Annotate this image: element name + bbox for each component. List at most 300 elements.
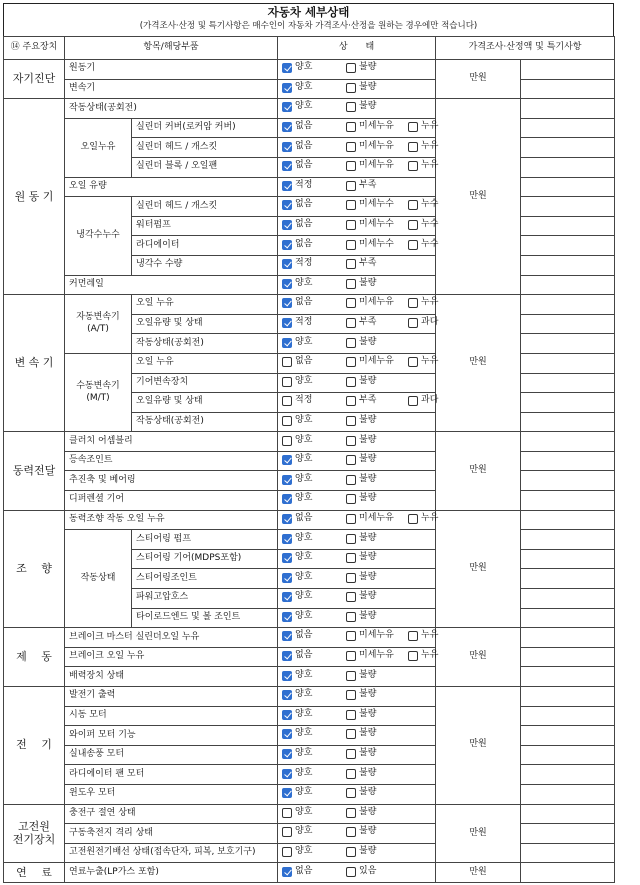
state-option[interactable] <box>282 396 346 407</box>
checkbox[interactable] <box>282 729 292 739</box>
state-option[interactable] <box>346 122 408 133</box>
item-label: 스티어링 펌프 <box>132 530 278 550</box>
state-option[interactable] <box>282 102 346 113</box>
checkbox[interactable] <box>346 534 356 544</box>
note-cell[interactable] <box>521 255 615 275</box>
note-cell[interactable] <box>521 353 615 373</box>
state-option[interactable] <box>282 338 346 349</box>
checkbox[interactable] <box>282 455 292 465</box>
state-option[interactable] <box>282 827 346 838</box>
checkbox[interactable] <box>282 220 292 230</box>
option-label: 불량 <box>359 571 377 582</box>
checkbox[interactable] <box>346 122 356 132</box>
checkbox[interactable] <box>346 436 356 446</box>
option-label: 양호 <box>295 708 313 719</box>
checkbox[interactable] <box>346 729 356 739</box>
checkbox[interactable] <box>282 710 292 720</box>
state-option[interactable] <box>346 514 408 525</box>
state-option[interactable] <box>282 122 346 133</box>
checkbox[interactable] <box>282 142 292 152</box>
state-option[interactable] <box>408 240 470 251</box>
checkbox[interactable] <box>346 514 356 524</box>
state-option[interactable] <box>408 514 470 525</box>
checkbox[interactable] <box>346 769 356 779</box>
option-label: 누유 <box>421 650 439 661</box>
note-cell[interactable] <box>521 295 615 315</box>
note-cell[interactable] <box>521 177 615 197</box>
checkbox[interactable] <box>346 298 356 308</box>
checkbox[interactable] <box>282 494 292 504</box>
state-option[interactable] <box>346 612 408 623</box>
checkbox[interactable] <box>346 847 356 857</box>
note-cell[interactable] <box>521 608 615 628</box>
state-option[interactable] <box>408 651 470 662</box>
checkbox[interactable] <box>346 279 356 289</box>
state-option[interactable] <box>282 514 346 525</box>
state-option[interactable] <box>282 749 346 760</box>
state-option[interactable] <box>282 847 346 858</box>
note-cell[interactable] <box>521 647 615 667</box>
state-option[interactable] <box>408 122 470 133</box>
table-row <box>4 628 615 648</box>
state-option[interactable] <box>346 318 408 329</box>
option-label: 누수 <box>421 238 439 249</box>
state-option[interactable] <box>346 455 408 466</box>
checkbox[interactable] <box>346 827 356 837</box>
checkbox[interactable] <box>346 220 356 230</box>
state-option[interactable] <box>282 671 346 682</box>
checkbox[interactable] <box>346 338 356 348</box>
state-option[interactable] <box>282 592 346 603</box>
state-option[interactable] <box>346 631 408 642</box>
table-row <box>4 275 615 295</box>
note-cell[interactable] <box>521 804 615 824</box>
section-label: 고전원 전기장치 <box>4 804 65 863</box>
state-option[interactable] <box>282 377 346 388</box>
state-option[interactable] <box>282 298 346 309</box>
checkbox[interactable] <box>346 63 356 73</box>
note-cell[interactable] <box>521 138 615 158</box>
checkbox[interactable] <box>346 83 356 93</box>
note-cell[interactable] <box>521 334 615 354</box>
option-label: 미세누유 <box>359 630 394 641</box>
note-cell[interactable] <box>521 275 615 295</box>
state-option[interactable] <box>282 63 346 74</box>
state-option[interactable] <box>346 200 408 211</box>
checkbox[interactable] <box>282 161 292 171</box>
checkbox[interactable] <box>282 553 292 563</box>
checkbox[interactable] <box>346 161 356 171</box>
state-option[interactable] <box>282 788 346 799</box>
state-cell <box>278 804 436 824</box>
item-label: 연료누출(LP가스 포함) <box>65 863 278 883</box>
state-option[interactable] <box>346 377 408 388</box>
state-option[interactable] <box>282 357 346 368</box>
state-option[interactable] <box>346 573 408 584</box>
checkbox[interactable] <box>346 631 356 641</box>
checkbox[interactable] <box>282 436 292 446</box>
option-label: 적정 <box>295 317 313 328</box>
state-cell <box>278 177 436 197</box>
checkbox[interactable] <box>408 357 418 367</box>
state-option[interactable] <box>282 534 346 545</box>
checkbox[interactable] <box>282 318 292 328</box>
checkbox[interactable] <box>282 338 292 348</box>
checkbox[interactable] <box>282 827 292 837</box>
state-cell <box>278 647 439 667</box>
price-unit: 만원 <box>436 628 521 687</box>
state-option[interactable] <box>282 553 346 564</box>
checkbox[interactable] <box>282 592 292 602</box>
state-option[interactable] <box>408 396 470 407</box>
option-label: 불량 <box>359 336 377 347</box>
state-option[interactable] <box>282 83 346 94</box>
checkbox[interactable] <box>282 181 292 191</box>
state-option[interactable] <box>346 710 408 721</box>
option-label: 없음 <box>295 512 313 523</box>
checkbox[interactable] <box>408 240 418 250</box>
checkbox[interactable] <box>408 142 418 152</box>
state-option[interactable] <box>346 220 408 231</box>
checkbox[interactable] <box>282 240 292 250</box>
checkbox[interactable] <box>282 102 292 112</box>
checkbox[interactable] <box>346 396 356 406</box>
option-label: 미세누수 <box>359 219 394 230</box>
state-option[interactable] <box>346 416 408 427</box>
checkbox[interactable] <box>408 318 418 328</box>
note-cell[interactable] <box>521 745 615 765</box>
price-unit: 만원 <box>436 510 521 628</box>
item-label: 실내송풍 모터 <box>65 745 278 765</box>
state-option[interactable] <box>282 631 346 642</box>
state-cell <box>278 863 436 883</box>
checkbox[interactable] <box>346 671 356 681</box>
table-row <box>4 745 615 765</box>
option-label: 없음 <box>295 160 313 171</box>
checkbox[interactable] <box>346 494 356 504</box>
checkbox[interactable] <box>282 259 292 269</box>
note-cell[interactable] <box>521 197 615 217</box>
state-option[interactable] <box>408 142 470 153</box>
option-label: 양호 <box>295 689 313 700</box>
state-option[interactable] <box>282 690 346 701</box>
checkbox[interactable] <box>282 631 292 641</box>
checkbox[interactable] <box>282 377 292 387</box>
note-cell[interactable] <box>521 79 615 99</box>
state-option[interactable] <box>346 671 408 682</box>
state-cell <box>278 784 436 804</box>
state-cell <box>278 471 436 491</box>
checkbox[interactable] <box>408 651 418 661</box>
state-option[interactable] <box>408 357 470 368</box>
checkbox[interactable] <box>282 63 292 73</box>
option-label: 누유 <box>421 356 439 367</box>
state-option[interactable] <box>408 220 470 231</box>
option-label: 불량 <box>359 728 377 739</box>
note-cell[interactable] <box>521 314 615 334</box>
checkbox[interactable] <box>408 631 418 641</box>
checkbox[interactable] <box>282 867 292 877</box>
checkbox[interactable] <box>346 710 356 720</box>
note-cell[interactable] <box>521 393 615 413</box>
checkbox[interactable] <box>282 690 292 700</box>
state-option[interactable] <box>282 279 346 290</box>
state-option[interactable] <box>346 847 408 858</box>
state-option[interactable] <box>408 318 470 329</box>
option-label: 불량 <box>359 62 377 73</box>
checkbox[interactable] <box>282 416 292 426</box>
note-cell[interactable] <box>521 765 615 785</box>
state-option[interactable] <box>346 475 408 486</box>
option-label: 양호 <box>295 571 313 582</box>
checkbox[interactable] <box>346 690 356 700</box>
state-option[interactable] <box>282 142 346 153</box>
note-cell[interactable] <box>521 706 615 726</box>
checkbox[interactable] <box>346 416 356 426</box>
state-option[interactable] <box>346 161 408 172</box>
note-cell[interactable] <box>521 667 615 687</box>
state-option[interactable] <box>282 259 346 270</box>
checkbox[interactable] <box>282 279 292 289</box>
checkbox[interactable] <box>282 651 292 661</box>
state-cell <box>278 843 436 863</box>
state-option[interactable] <box>282 240 346 251</box>
checkbox[interactable] <box>408 200 418 210</box>
note-cell[interactable] <box>521 60 615 80</box>
state-option[interactable] <box>282 710 346 721</box>
option-label: 누수 <box>421 219 439 230</box>
checkbox[interactable] <box>346 357 356 367</box>
checkbox[interactable] <box>408 161 418 171</box>
checkbox[interactable] <box>282 671 292 681</box>
state-option[interactable] <box>346 240 408 251</box>
state-option[interactable] <box>282 475 346 486</box>
note-cell[interactable] <box>521 157 615 177</box>
checkbox[interactable] <box>346 377 356 387</box>
state-option[interactable] <box>346 338 408 349</box>
option-label: 양호 <box>295 806 313 817</box>
state-option[interactable] <box>346 83 408 94</box>
checkbox[interactable] <box>408 298 418 308</box>
note-cell[interactable] <box>521 726 615 746</box>
state-option[interactable] <box>282 220 346 231</box>
state-option[interactable] <box>346 553 408 564</box>
state-option[interactable] <box>346 181 408 192</box>
state-option[interactable] <box>346 436 408 447</box>
checkbox[interactable] <box>346 102 356 112</box>
checkbox[interactable] <box>346 240 356 250</box>
state-option[interactable] <box>282 416 346 427</box>
state-option[interactable] <box>346 592 408 603</box>
checkbox[interactable] <box>282 612 292 622</box>
option-label: 없음 <box>295 356 313 367</box>
state-option[interactable] <box>346 808 408 819</box>
note-cell[interactable] <box>521 530 615 550</box>
table-row <box>4 79 615 99</box>
state-option[interactable] <box>282 867 346 878</box>
option-label: 없음 <box>295 219 313 230</box>
checkbox[interactable] <box>346 200 356 210</box>
state-option[interactable] <box>408 631 470 642</box>
note-cell[interactable] <box>521 569 615 589</box>
section-label: 동력전달 <box>4 432 65 510</box>
note-cell[interactable] <box>521 843 615 863</box>
state-option[interactable] <box>346 749 408 760</box>
note-cell[interactable] <box>521 589 615 609</box>
option-label: 불량 <box>359 806 377 817</box>
state-option[interactable] <box>282 318 346 329</box>
state-option[interactable] <box>346 651 408 662</box>
checkbox[interactable] <box>346 612 356 622</box>
state-option[interactable] <box>282 181 346 192</box>
note-cell[interactable] <box>521 432 615 452</box>
checkbox[interactable] <box>282 396 292 406</box>
option-label: 없음 <box>295 199 313 210</box>
state-option[interactable] <box>346 259 408 270</box>
option-label: 적정 <box>295 395 313 406</box>
checkbox[interactable] <box>346 181 356 191</box>
option-label: 부족 <box>359 395 377 406</box>
state-option[interactable] <box>346 494 408 505</box>
checkbox[interactable] <box>346 475 356 485</box>
state-option[interactable] <box>346 298 408 309</box>
price-unit: 만원 <box>436 804 521 863</box>
checkbox[interactable] <box>282 200 292 210</box>
state-option[interactable] <box>282 436 346 447</box>
state-option[interactable] <box>408 298 470 309</box>
state-option[interactable] <box>346 142 408 153</box>
option-label: 없음 <box>295 297 313 308</box>
state-option[interactable] <box>282 200 346 211</box>
option-label: 없음 <box>295 865 313 876</box>
state-cell <box>278 549 436 569</box>
state-cell <box>278 726 436 746</box>
checkbox[interactable] <box>346 867 356 877</box>
option-label: 누수 <box>421 199 439 210</box>
state-option[interactable] <box>346 729 408 740</box>
checkbox[interactable] <box>282 847 292 857</box>
state-option[interactable] <box>346 769 408 780</box>
checkbox[interactable] <box>346 651 356 661</box>
state-option[interactable] <box>282 161 346 172</box>
checkbox[interactable] <box>346 553 356 563</box>
state-cell <box>278 687 436 707</box>
state-option[interactable] <box>346 396 408 407</box>
checkbox[interactable] <box>408 514 418 524</box>
checkbox[interactable] <box>282 357 292 367</box>
group-label: 냉각수누수 <box>65 197 132 275</box>
state-option[interactable] <box>282 494 346 505</box>
note-cell[interactable] <box>521 471 615 491</box>
option-label: 불량 <box>359 454 377 465</box>
state-cell <box>278 432 436 452</box>
note-cell[interactable] <box>521 491 615 511</box>
note-cell[interactable] <box>521 99 615 119</box>
note-cell[interactable] <box>521 118 615 138</box>
state-option[interactable] <box>282 651 346 662</box>
header-price: 가격조사·산정액 및 특기사항 <box>436 37 615 60</box>
checkbox[interactable] <box>282 475 292 485</box>
state-option[interactable] <box>408 161 470 172</box>
checkbox[interactable] <box>346 573 356 583</box>
checkbox[interactable] <box>346 259 356 269</box>
option-label: 없음 <box>295 140 313 151</box>
note-cell[interactable] <box>521 687 615 707</box>
item-label: 오일 누유 <box>132 353 278 373</box>
checkbox[interactable] <box>282 788 292 798</box>
state-option[interactable] <box>282 808 346 819</box>
note-cell[interactable] <box>521 863 615 883</box>
checkbox[interactable] <box>282 534 292 544</box>
option-label: 미세누유 <box>359 512 394 523</box>
state-option[interactable] <box>346 279 408 290</box>
note-cell[interactable] <box>521 510 615 530</box>
state-option[interactable] <box>346 102 408 113</box>
state-option[interactable] <box>346 867 408 878</box>
group-label: 작동상태 <box>65 530 132 628</box>
checkbox[interactable] <box>408 220 418 230</box>
checkbox[interactable] <box>408 122 418 132</box>
note-cell[interactable] <box>521 412 615 432</box>
state-option[interactable] <box>282 729 346 740</box>
option-label: 양호 <box>295 101 313 112</box>
note-cell[interactable] <box>521 628 615 648</box>
option-label: 미세누유 <box>359 160 394 171</box>
checkbox[interactable] <box>346 749 356 759</box>
option-label: 미세누수 <box>359 199 394 210</box>
state-option[interactable] <box>282 455 346 466</box>
checkbox[interactable] <box>346 808 356 818</box>
checkbox[interactable] <box>282 769 292 779</box>
option-label: 불량 <box>359 767 377 778</box>
state-option[interactable] <box>346 827 408 838</box>
checkbox[interactable] <box>282 573 292 583</box>
note-cell[interactable] <box>521 824 615 844</box>
checkbox[interactable] <box>346 592 356 602</box>
state-option[interactable] <box>408 200 470 211</box>
checkbox[interactable] <box>346 142 356 152</box>
checkbox[interactable] <box>282 298 292 308</box>
option-label: 과다 <box>421 395 439 406</box>
state-option[interactable] <box>346 63 408 74</box>
note-cell[interactable] <box>521 549 615 569</box>
table-row <box>4 804 615 824</box>
state-option[interactable] <box>346 534 408 545</box>
checkbox[interactable] <box>346 788 356 798</box>
state-option[interactable] <box>282 612 346 623</box>
note-cell[interactable] <box>521 451 615 471</box>
checkbox[interactable] <box>282 749 292 759</box>
state-cell <box>278 667 436 687</box>
checkbox[interactable] <box>346 455 356 465</box>
checkbox[interactable] <box>346 318 356 328</box>
note-cell[interactable] <box>521 216 615 236</box>
state-option[interactable] <box>282 573 346 584</box>
state-option[interactable] <box>346 357 408 368</box>
state-option[interactable] <box>346 788 408 799</box>
checkbox[interactable] <box>282 514 292 524</box>
checkbox[interactable] <box>282 83 292 93</box>
state-cell <box>278 451 436 471</box>
note-cell[interactable] <box>521 236 615 256</box>
state-option[interactable] <box>346 690 408 701</box>
note-cell[interactable] <box>521 784 615 804</box>
state-option[interactable] <box>282 769 346 780</box>
checkbox[interactable] <box>408 396 418 406</box>
checkbox[interactable] <box>282 122 292 132</box>
checkbox[interactable] <box>282 808 292 818</box>
note-cell[interactable] <box>521 373 615 393</box>
